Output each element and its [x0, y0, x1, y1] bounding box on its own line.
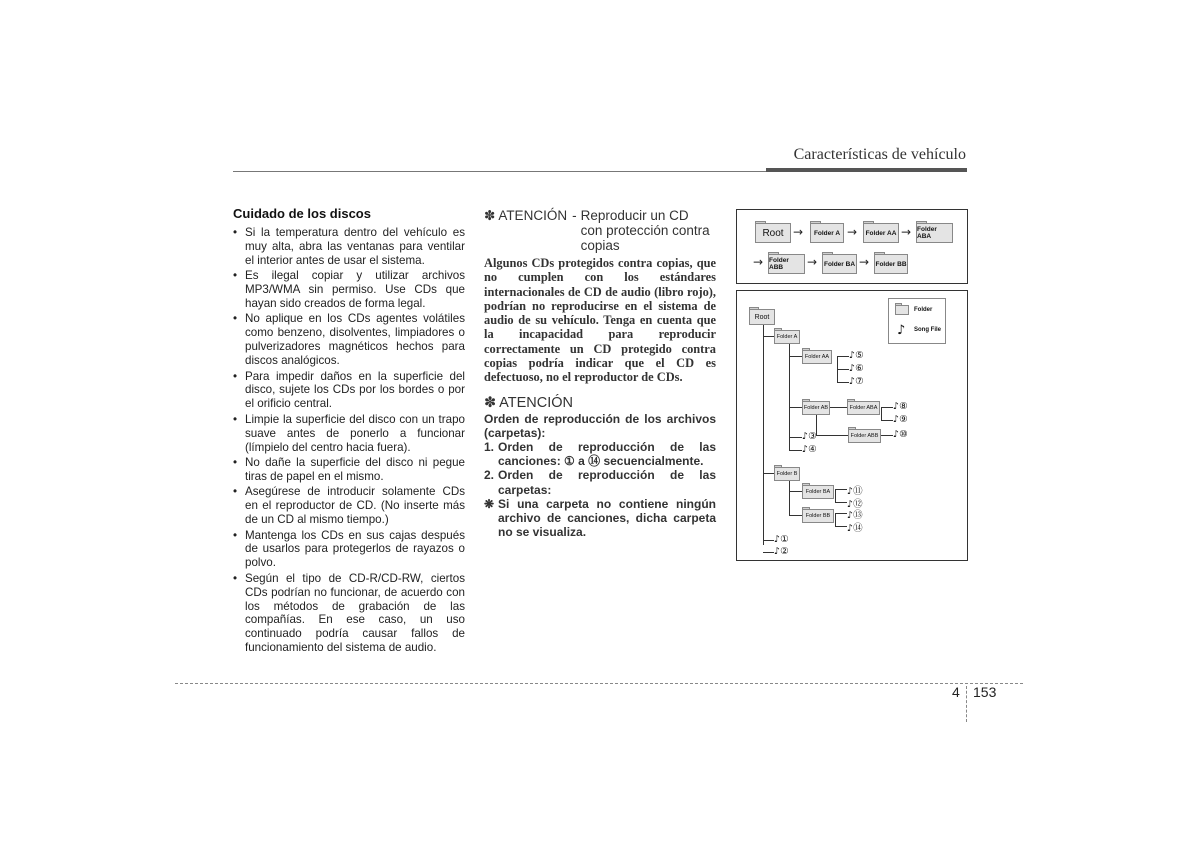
folder-icon: Folder AB	[802, 401, 830, 415]
arrow-right-icon: →	[753, 255, 764, 269]
list-item: • No aplique en los CDs agentes volátiles como benzeno, disolventes, limpiadores o pulverizadores magnéticos hechos para discos analógicos.	[233, 312, 465, 368]
list-item: • Si la temperatura dentro del vehículo es muy alta, abra las ventanas para ventilar el interior antes de usar el sistema.	[233, 226, 465, 267]
folder-icon: Folder BA	[822, 254, 857, 274]
arrow-right-icon: →	[859, 255, 870, 269]
header-accent-bar	[766, 168, 967, 172]
song-file-icon: ♪⑨	[893, 414, 908, 425]
copy-protection-text: Algunos CDs protegidos contra copias, que no cumplen con los estándares internacionales de CD de audio (libro rojo), podrían no reproducirse en el sistema de audio de su vehículo. Tenga en cuenta que la incapacidad para reproducir correctamente un CD protegido contra copias podría indicar que el CD es defectuoso, no el reproductor de CDs.	[484, 256, 716, 385]
star-icon: ✽	[484, 394, 497, 411]
order-item: 1. Orden de reproducción de las canciones: ① a ⑭ secuencialmente.	[484, 440, 716, 469]
list-item: • Asegúrese de introducir solamente CDs en el reproductor de CD. (No inserte más de un CD al mismo tiempo.)	[233, 485, 465, 527]
song-file-icon: ♪⑤	[849, 350, 864, 361]
folder-order-diagram	[736, 209, 968, 284]
bullet-icon: •	[233, 485, 238, 499]
folder-icon: Folder AA	[863, 223, 899, 243]
music-note-icon: ♪	[897, 323, 906, 338]
root-folder-icon: Root	[749, 309, 775, 325]
bullet-icon: •	[233, 369, 238, 383]
folder-icon: Folder BB	[874, 254, 908, 274]
bullet-icon: •	[233, 412, 238, 426]
bullet-icon: •	[233, 456, 238, 469]
song-file-icon: ♪⑫	[847, 499, 863, 510]
list-item: • No dañe la superficie del disco ni pegue tiras de papel en el mismo.	[233, 456, 465, 483]
folder-icon: Folder B	[774, 467, 800, 481]
song-file-icon: ♪⑪	[847, 486, 863, 497]
song-file-icon: ♪⑥	[849, 363, 864, 374]
cd-care-section	[233, 206, 465, 657]
order-intro: Orden de reproducción de los archivos (carpetas):	[484, 411, 716, 440]
attention-order-heading	[484, 396, 716, 411]
song-file-icon: ♪①	[774, 534, 789, 545]
folder-icon: Folder ABA	[847, 401, 880, 415]
arrow-right-icon: →	[847, 225, 858, 239]
heading-dash: -	[572, 208, 577, 223]
folder-tree-diagram	[736, 290, 968, 561]
bullet-icon: •	[233, 571, 238, 585]
list-item: • Según el tipo de CD-R/CD-RW, ciertos CDs podrían no funcionar, de acuerdo con los métodos de grabación de las compañías. En ese caso, un uso continuado podría causar fallos de funcionamiento del sistema de audio.	[233, 571, 465, 655]
folder-legend-icon	[895, 305, 909, 315]
song-file-icon: ♪⑦	[849, 376, 864, 387]
folder-icon: Folder ABB	[768, 254, 805, 274]
order-note: ❋ Si una carpeta no contiene ningún archivo de canciones, dicha carpeta no se visualiza.	[484, 496, 716, 540]
attention-subject: Reproducir un CD con protección contra copias	[580, 208, 710, 253]
attention-section	[484, 208, 716, 540]
song-file-icon: ♪③	[802, 431, 817, 442]
page-header-title: Características de vehículo	[793, 146, 966, 163]
song-file-icon: ♪⑭	[847, 523, 863, 534]
folder-icon: Folder BB	[802, 509, 834, 523]
song-file-icon: ♪⑧	[893, 401, 908, 412]
attention-label: ATENCIÓN	[498, 208, 568, 223]
folder-icon: Folder ABB	[848, 429, 881, 443]
list-item: • Es ilegal copiar y utilizar archivos MP3/WMA sin permiso. Use CDs que hayan sido creados de forma legal.	[233, 269, 465, 311]
attention-label: ATENCIÓN	[499, 394, 574, 411]
list-item: • Para impedir daños en la superficie del disco, sujete los CDs por los bordes o por el orificio central.	[233, 369, 465, 411]
legend-folder-label: Folder	[914, 307, 933, 313]
arrow-right-icon: →	[793, 225, 804, 239]
legend-song-label: Song File	[914, 327, 941, 333]
folder-icon: Folder ABA	[916, 223, 953, 243]
folder-icon: Folder BA	[802, 485, 834, 499]
folder-icon: Folder A	[810, 223, 844, 243]
song-file-icon: ♪⑬	[847, 510, 863, 521]
folder-icon: Root	[755, 223, 791, 243]
bullet-icon: •	[233, 269, 238, 283]
cd-care-list	[233, 226, 465, 655]
cd-care-heading: Cuidado de los discos	[233, 206, 371, 221]
song-file-icon: ♪④	[802, 444, 817, 455]
page-number: 153	[973, 684, 997, 700]
folder-icon: Folder AA	[802, 350, 832, 364]
star-icon: ✽	[484, 208, 496, 223]
arrow-right-icon: →	[901, 225, 912, 239]
attention-copy-protection-heading	[484, 208, 716, 253]
chapter-number: 4	[952, 684, 960, 700]
bullet-icon: •	[233, 312, 238, 326]
bullet-icon: •	[233, 226, 238, 239]
order-item: 2. Orden de reproducción de las carpetas:	[484, 468, 716, 497]
legend	[888, 298, 946, 344]
folder-icon: Folder A	[774, 330, 800, 344]
list-item: • Mantenga los CDs en sus cajas después de usarlos para protegerlos de rayazos o polvo.	[233, 528, 465, 570]
footer-rule	[175, 683, 1023, 684]
song-file-icon: ♪②	[774, 546, 789, 557]
list-item: • Limpie la superficie del disco con un trapo suave antes de ponerlo a funcionar (límpielo del centro hacia fuera).	[233, 412, 465, 454]
arrow-right-icon: →	[807, 255, 818, 269]
bullet-icon: •	[233, 528, 238, 542]
song-file-icon: ♪⑩	[893, 429, 908, 440]
footer-divider	[966, 686, 967, 722]
